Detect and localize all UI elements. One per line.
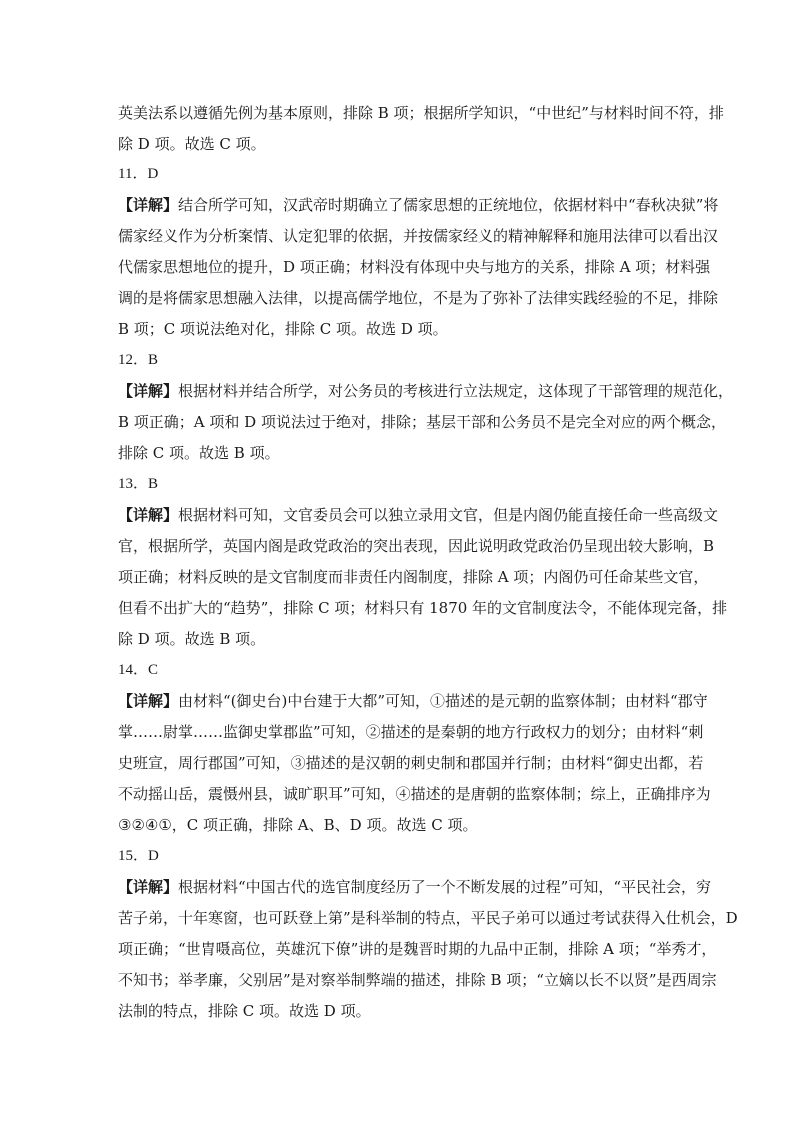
text-line: 根据材料“中国古代的选官制度经历了一个不断发展的过程”可知，“平民社会，穷: [178, 878, 712, 896]
text-line: 由材料“(御史台)中台建于大都”可知，①描述的是元朝的监察体制；由材料“郡守: [178, 692, 708, 710]
text-line: 排除 C 项。故选 B 项。: [118, 444, 280, 462]
answer-detail-14: [118, 691, 708, 711]
text-line: ③②④①，C 项正确，排除 A、B、D 项。故选 C 项。: [118, 816, 478, 834]
question-number-15: 15．D: [118, 848, 159, 864]
answer-detail-13: [118, 505, 718, 525]
text-line: 不动摇山岳，震慑州县，诚旷职耳”可知，④描述的是唐朝的监察体制；综上，正确排序为: [118, 785, 711, 803]
text-line: 法制的特点，排除 C 项。故选 D 项。: [118, 1002, 371, 1020]
text-line: 掌……尉掌……监御史掌郡监”可知，②描述的是秦朝的地方行政权力的划分；由材料“刺: [118, 723, 704, 741]
question-number-12: 12．B: [118, 352, 159, 368]
question-number-13: 13．B: [118, 476, 159, 492]
text-line: 英美法系以遵循先例为基本原则，排除 B 项；根据所学知识，“中世纪”与材料时间不符，排: [118, 104, 724, 122]
answer-detail-12: [118, 381, 733, 401]
question-number-14: 14．C: [118, 662, 159, 678]
text-line: 但看不出扩大的“趋势”，排除 C 项；材料只有 1870 年的文官制度法令，不能体现完备，排: [118, 599, 728, 617]
detail-label: 【详解】: [118, 878, 179, 896]
text-line: 除 D 项。故选 B 项。: [118, 630, 266, 648]
text-line: 项正确；材料反映的是文官制度而非责任内阁制度，排除 A 项；内阁仍可任命某些文官，: [118, 568, 709, 586]
question-number-11: 11．D: [118, 166, 159, 182]
text-line: 结合所学可知，汉武帝时期确立了儒家思想的正统地位，依据材料中“春秋决狱”将: [178, 196, 719, 214]
detail-label: 【详解】: [118, 196, 179, 214]
text-line: 史班宣，周行郡国”可知，③描述的是汉朝的刺史制和郡国并行制；由材料“御史出都，若: [118, 754, 704, 772]
text-line: 项正确；“世胄嗫高位，英雄沉下僚”讲的是魏晋时期的九品中正制，排除 A 项；“举秀才，: [118, 940, 717, 958]
text-line: 除 D 项。故选 C 项。: [118, 135, 266, 153]
detail-label: 【详解】: [118, 506, 179, 524]
text-line: 代儒家思想地位的提升，D 项正确；材料没有体现中央与地方的关系，排除 A 项；材料强: [118, 258, 711, 276]
text-line: 根据材料并结合所学，对公务员的考核进行立法规定，这体现了干部管理的规范化，: [178, 382, 734, 400]
detail-label: 【详解】: [118, 692, 179, 710]
text-line: 儒家经义作为分析案情、认定犯罪的依据，并按儒家经义的精神解释和施用法律可以看出汉: [118, 227, 719, 245]
detail-label: 【详解】: [118, 382, 179, 400]
text-line: 不知书；举孝廉，父别居”是对察举制弊端的描述，排除 B 项；“立嫡以长不以贤”是西周宗: [118, 971, 717, 989]
answer-detail-15: [118, 877, 711, 897]
text-line: B 项正确；A 项和 D 项说法过于绝对，排除；基层干部和公务员不是完全对应的两个概念，: [118, 413, 726, 431]
text-line: 调的是将儒家思想融入法律，以提高儒学地位，不是为了弥补了法律实践经验的不足，排除: [118, 289, 719, 307]
text-line: 官，根据所学，英国内阁是政党政治的突出表现，因此说明政党政治仍呈现出较大影响，B: [118, 537, 715, 555]
text-line: 苦子弟，十年寒窗，也可跃登上第”是科举制的特点，平民子弟可以通过考试获得入仕机会，D: [118, 909, 738, 927]
text-line: B 项；C 项说法绝对化，排除 C 项。故选 D 项。: [118, 320, 448, 338]
text-line: 根据材料可知，文官委员会可以独立录用文官，但是内阁仍能直接任命一些高级文: [178, 506, 719, 524]
answer-detail-11: [118, 195, 718, 215]
